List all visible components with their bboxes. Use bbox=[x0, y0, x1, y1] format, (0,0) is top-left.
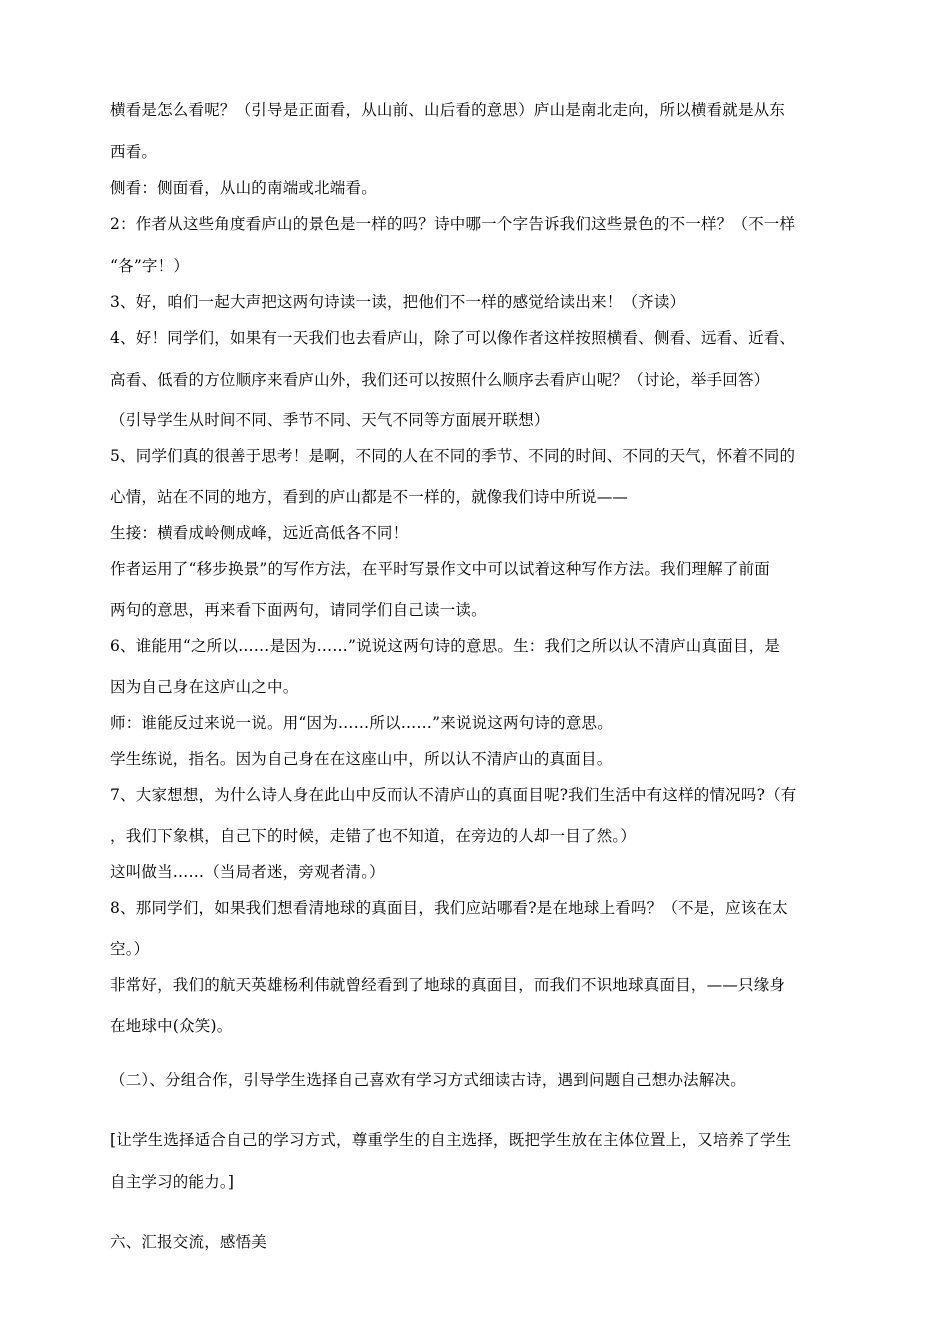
text-line: 8、那同学们，如果我们想看清地球的真面目，我们应站哪看?是在地球上看吗？（不是，应该在太 bbox=[110, 899, 788, 917]
text-line: 作者运用了“移步换景”的写作方法，在平时写景作文中可以试着这种写作方法。我们理解了前面 bbox=[110, 560, 770, 578]
text-line: 师：谁能反过来说一说。用“因为……所以……”来说说这两句诗的意思。 bbox=[110, 714, 613, 732]
text-line: 在地球中(众笑)。 bbox=[110, 1017, 233, 1035]
text-line: [让学生选择适合自己的学习方式，尊重学生的自主选择，既把学生放在主体位置上，又培养了学生 bbox=[110, 1131, 792, 1149]
text-line: 高看、低看的方位顺序来看庐山外，我们还可以按照什么顺序去看庐山呢？（讨论，举手回答） bbox=[110, 371, 770, 389]
text-line: 因为自己身在这庐山之中。 bbox=[110, 678, 299, 696]
text-line: 生接：横看成岭侧成峰，远近高低各不同！ bbox=[110, 524, 409, 542]
text-line: 心情，站在不同的地方，看到的庐山都是不一样的，就像我们诗中所说—— bbox=[110, 488, 629, 506]
text-line: 学生练说，指名。因为自己身在在这座山中，所以认不清庐山的真面目。 bbox=[110, 750, 613, 768]
text-line: 6、谁能用“之所以……是因为……”说说这两句诗的意思。生：我们之所以认不清庐山真面目，是 bbox=[110, 637, 781, 655]
text-line: 两句的意思，再来看下面两句，请同学们自己读一读。 bbox=[110, 601, 487, 619]
text-line: 2：作者从这些角度看庐山的景色是一样的吗？诗中哪一个字告诉我们这些景色的不一样？（不一样 bbox=[110, 215, 796, 233]
text-line: 5、同学们真的很善于思考！是啊，不同的人在不同的季节、不同的时间、不同的天气，怀着不同的 bbox=[110, 447, 796, 465]
text-line: ，我们下象棋，自己下的时候，走错了也不知道，在旁边的人却一目了然。） bbox=[110, 827, 637, 845]
text-line: 7、大家想想，为什么诗人身在此山中反而认不清庐山的真面目呢?我们生活中有这样的情况吗?（有 bbox=[110, 786, 797, 804]
text-line: （二）、分组合作，引导学生选择自己喜欢有学习方式细读古诗，遇到问题自己想办法解决。 bbox=[110, 1071, 746, 1089]
text-line: 侧看：侧面看，从山的南端或北端看。 bbox=[110, 179, 377, 197]
text-line: 六、汇报交流，感悟美 bbox=[110, 1233, 268, 1251]
text-line: 横看是怎么看呢？（引导是正面看，从山前、山后看的意思）庐山是南北走向，所以横看就是从东 bbox=[110, 101, 786, 119]
text-line: 3、好，咱们一起大声把这两句诗读一读，把他们不一样的感觉给读出来！（齐读） bbox=[110, 293, 686, 311]
text-line: 自主学习的能力。] bbox=[110, 1173, 235, 1191]
text-line: 这叫做当……（当局者迷，旁观者清。） bbox=[110, 863, 385, 881]
text-line: （引导学生从时间不同、季节不同、天气不同等方面展开联想） bbox=[110, 411, 550, 429]
text-line: 4、好！同学们，如果有一天我们也去看庐山，除了可以像作者这样按照横看、侧看、远看、近看、 bbox=[110, 329, 796, 347]
text-line: 西看。 bbox=[110, 143, 158, 161]
text-line: 非常好，我们的航天英雄杨利伟就曾经看到了地球的真面目，而我们不识地球真面目，——只缘身 bbox=[110, 976, 786, 994]
text-line: 空。） bbox=[110, 940, 150, 958]
text-line: “各”字！） bbox=[110, 257, 190, 275]
